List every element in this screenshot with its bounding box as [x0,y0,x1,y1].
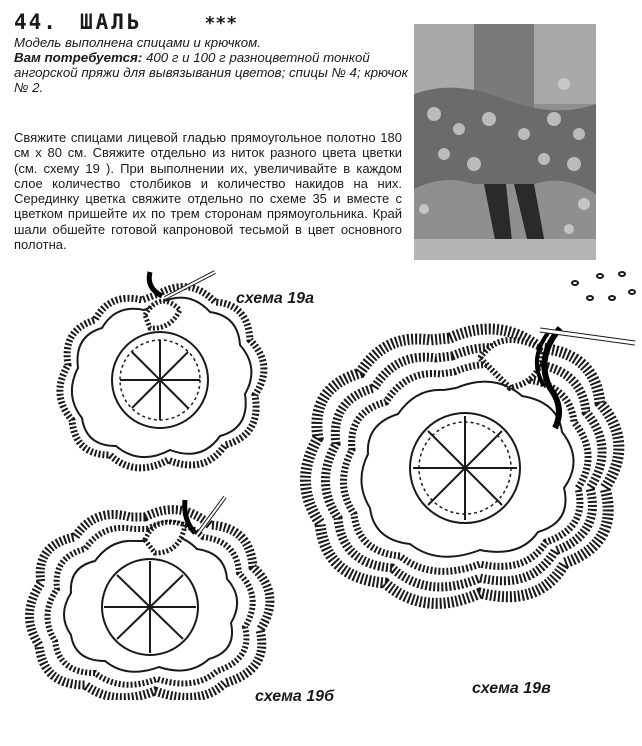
difficulty-stars: *** [204,13,238,34]
requirements-label: Вам потребуется: [14,50,143,65]
instructions-text: Свяжите спицами лицевой гладью прямоугольное полотно 180 см х 80 см. Свяжите отдельно из ниток разного цвета цветки (см. схему 19 ). При выполнении их, увеличивайте в каждом слое количество столбиков и количество накидов на них. Серединку цветка свяжите отдельно по схеме 35 и вместе с цветком пришейте их по трем сторонам прямоугольника. Край шали обшейте готовой капроновой тесьмой в цвет основного полотна. [14,130,402,253]
article-number: 44. [14,10,58,34]
requirements [14,50,409,95]
scheme-19c-drawing [300,268,640,668]
article-title: ШАЛЬ [79,10,143,34]
model-photo [414,24,596,260]
title-row [14,10,409,34]
photo-image [414,24,596,260]
scheme-19c-label: схема 19в [472,680,551,697]
scheme-19b-label: схема 19б [255,688,334,705]
article-header [14,10,409,95]
scheme-19a-label: схема 19а [236,290,314,307]
requirements-text: 400 г и 100 г разноцветной тонкой ангорской пряжи для вывязывания цветов; спицы № 4; крючок № 2. [14,50,408,95]
subtitle: Модель выполнена спицами и крючком. [14,35,261,50]
scheme-19b-drawing [25,495,285,700]
